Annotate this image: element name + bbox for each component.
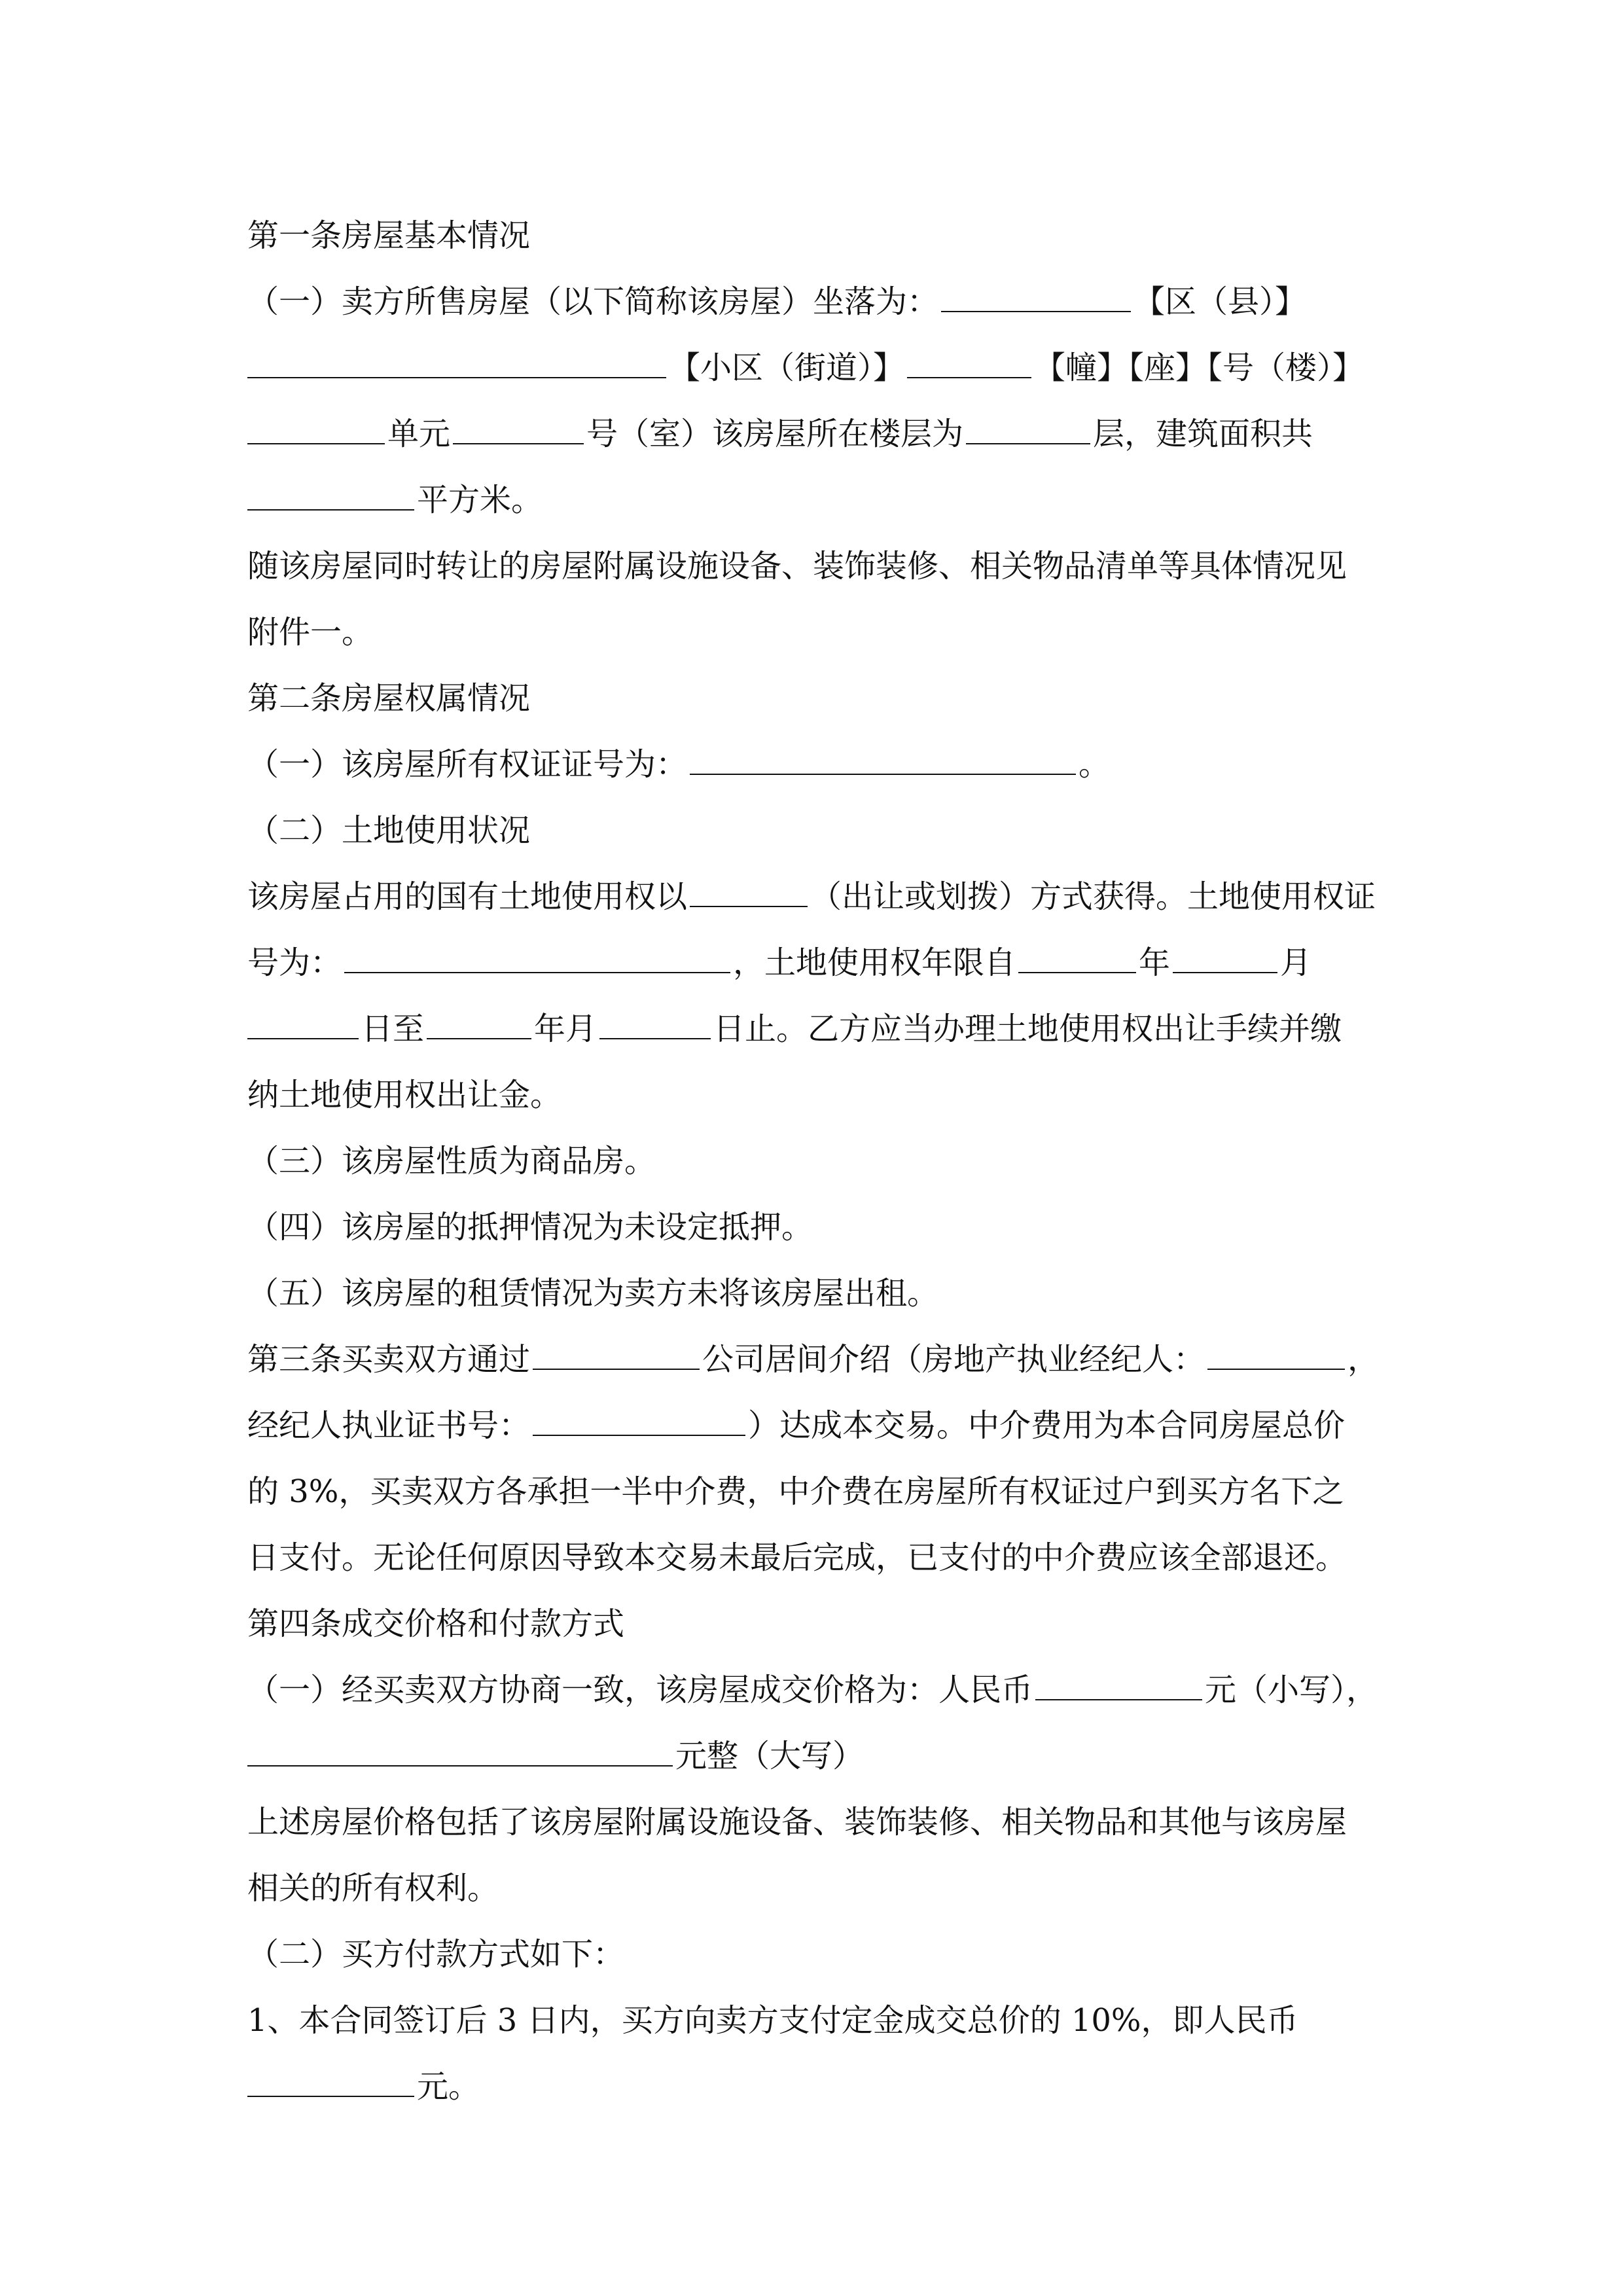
text-line bbox=[247, 1988, 1399, 2054]
fill-blank-district bbox=[941, 281, 1131, 312]
text-segment: 平方米。 bbox=[417, 482, 543, 518]
text-segment: 号为： bbox=[247, 944, 342, 981]
text-segment: ， bbox=[1347, 1341, 1380, 1378]
fill-blank-price-words bbox=[247, 1735, 673, 1767]
text-segment: 日支付。无论任何原因导致本交易未最后完成，已支付的中介费应该全部退还。 bbox=[247, 1539, 1347, 1576]
text-segment: 元整（大写） bbox=[675, 1738, 865, 1774]
text-segment: 随该房屋同时转让的房屋附属设施设备、装饰装修、相关物品清单等具体情况见 bbox=[247, 548, 1347, 584]
text-segment: 单元 bbox=[387, 416, 451, 452]
text-segment: 第三条买卖双方通过 bbox=[247, 1341, 531, 1378]
text-line bbox=[247, 1194, 1399, 1261]
text-segment: 第四条成交价格和付款方式 bbox=[247, 1605, 625, 1642]
text-line bbox=[247, 335, 1399, 401]
text-segment: 【小区（街道）】 bbox=[669, 350, 905, 386]
text-line bbox=[247, 401, 1399, 467]
fill-blank-certificate-no bbox=[690, 744, 1076, 775]
fill-blank-land-method bbox=[690, 876, 808, 907]
fill-blank-area bbox=[247, 479, 414, 511]
fill-blank-street bbox=[247, 347, 666, 378]
text-segment: 【幢】【座】【号（楼）】 bbox=[1034, 350, 1364, 386]
text-segment: （二）土地使用状况 bbox=[247, 812, 531, 849]
fill-blank-start-month bbox=[1173, 942, 1277, 973]
text-segment: 该房屋占用的国有土地使用权以 bbox=[247, 878, 688, 915]
text-line bbox=[247, 467, 1399, 533]
text-segment: 日止。乙方应当办理土地使用权出让手续并缴 bbox=[713, 1011, 1342, 1047]
text-segment: 附件一。 bbox=[247, 614, 374, 651]
text-segment: 上述房屋价格包括了该房屋附属设施设备、装饰装修、相关物品和其他与该房屋 bbox=[247, 1804, 1347, 1840]
text-line bbox=[247, 1525, 1399, 1591]
text-line bbox=[247, 1657, 1399, 1723]
text-segment: 【区（县）】 bbox=[1133, 283, 1307, 320]
fill-blank-building bbox=[907, 347, 1031, 378]
text-segment: （二）买方付款方式如下： bbox=[247, 1936, 625, 1973]
text-segment: 层，建筑面积共 bbox=[1093, 416, 1313, 452]
text-segment: （一）卖方所售房屋（以下简称该房屋）坐落为： bbox=[247, 283, 939, 320]
text-line bbox=[247, 1723, 1399, 1789]
text-segment: 年 bbox=[1139, 944, 1171, 981]
text-line bbox=[247, 930, 1399, 996]
text-segment: ，土地使用权年限自 bbox=[733, 944, 1016, 981]
text-line bbox=[247, 732, 1399, 798]
text-segment: 1、本合同签订后 3 日内，买方向卖方支付定金成交总价的 10%，即人民币 bbox=[247, 2002, 1298, 2039]
text-segment: 元（小写）， bbox=[1205, 1672, 1378, 1708]
heading-article-1 bbox=[247, 203, 1399, 269]
text-segment: 日至 bbox=[361, 1011, 425, 1047]
text-line bbox=[247, 269, 1399, 335]
text-line bbox=[247, 864, 1399, 930]
fill-blank-floor bbox=[966, 413, 1090, 444]
text-segment: （一）经买卖双方协商一致，该房屋成交价格为：人民币 bbox=[247, 1672, 1033, 1708]
heading-article-4 bbox=[247, 1591, 1399, 1657]
fill-blank-agency bbox=[533, 1338, 700, 1370]
heading-article-2 bbox=[247, 666, 1399, 732]
text-line bbox=[247, 1856, 1399, 1922]
fill-blank-unit bbox=[247, 413, 385, 444]
heading-article-3 bbox=[247, 1327, 1399, 1393]
text-line bbox=[247, 1128, 1399, 1194]
text-segment: （五）该房屋的租赁情况为卖方未将该房屋出租。 bbox=[247, 1275, 939, 1312]
text-segment: 号（室）该房屋所在楼层为 bbox=[586, 416, 964, 452]
fill-blank-start-day bbox=[247, 1008, 359, 1039]
text-line bbox=[247, 1789, 1399, 1856]
fill-blank-price-numeric bbox=[1035, 1669, 1202, 1700]
text-segment: 纳土地使用权出让金。 bbox=[247, 1077, 562, 1113]
text-segment: 元。 bbox=[417, 2068, 480, 2105]
text-segment: （出让或划拨）方式获得。土地使用权证 bbox=[810, 878, 1376, 915]
text-line bbox=[247, 1062, 1399, 1128]
fill-blank-agent-license bbox=[533, 1405, 745, 1436]
text-line bbox=[247, 2054, 1399, 2120]
text-segment: 第一条房屋基本情况 bbox=[247, 217, 531, 254]
fill-blank-agent-name bbox=[1207, 1338, 1345, 1370]
text-line bbox=[247, 798, 1399, 864]
fill-blank-room bbox=[453, 413, 584, 444]
text-segment: 年月 bbox=[534, 1011, 597, 1047]
text-line bbox=[247, 1922, 1399, 1988]
text-segment: 第二条房屋权属情况 bbox=[247, 680, 531, 717]
text-line bbox=[247, 1261, 1399, 1327]
text-line bbox=[247, 996, 1399, 1062]
text-line bbox=[247, 600, 1399, 666]
text-segment: 公司居间介绍（房地产执业经纪人： bbox=[702, 1341, 1205, 1378]
text-segment: 。 bbox=[1079, 746, 1111, 783]
text-segment: （三）该房屋性质为商品房。 bbox=[247, 1143, 656, 1179]
text-line bbox=[247, 1393, 1399, 1459]
contract-body bbox=[247, 203, 1399, 2120]
fill-blank-end-day bbox=[599, 1008, 711, 1039]
fill-blank-deposit bbox=[247, 2066, 414, 2097]
fill-blank-land-cert-no bbox=[344, 942, 730, 973]
fill-blank-end-year bbox=[427, 1008, 531, 1039]
text-segment: （一）该房屋所有权证证号为： bbox=[247, 746, 688, 783]
fill-blank-start-year bbox=[1018, 942, 1136, 973]
text-segment: ）达成本交易。中介费用为本合同房屋总价 bbox=[748, 1407, 1346, 1444]
text-segment: 的 3%，买卖双方各承担一半中介费，中介费在房屋所有权证过户到买方名下之 bbox=[247, 1473, 1344, 1510]
text-line bbox=[247, 1459, 1399, 1525]
text-segment: 相关的所有权利。 bbox=[247, 1870, 499, 1907]
text-line bbox=[247, 533, 1399, 600]
text-segment: （四）该房屋的抵押情况为未设定抵押。 bbox=[247, 1209, 813, 1246]
text-segment: 经纪人执业证书号： bbox=[247, 1407, 531, 1444]
text-segment: 月 bbox=[1280, 944, 1312, 981]
